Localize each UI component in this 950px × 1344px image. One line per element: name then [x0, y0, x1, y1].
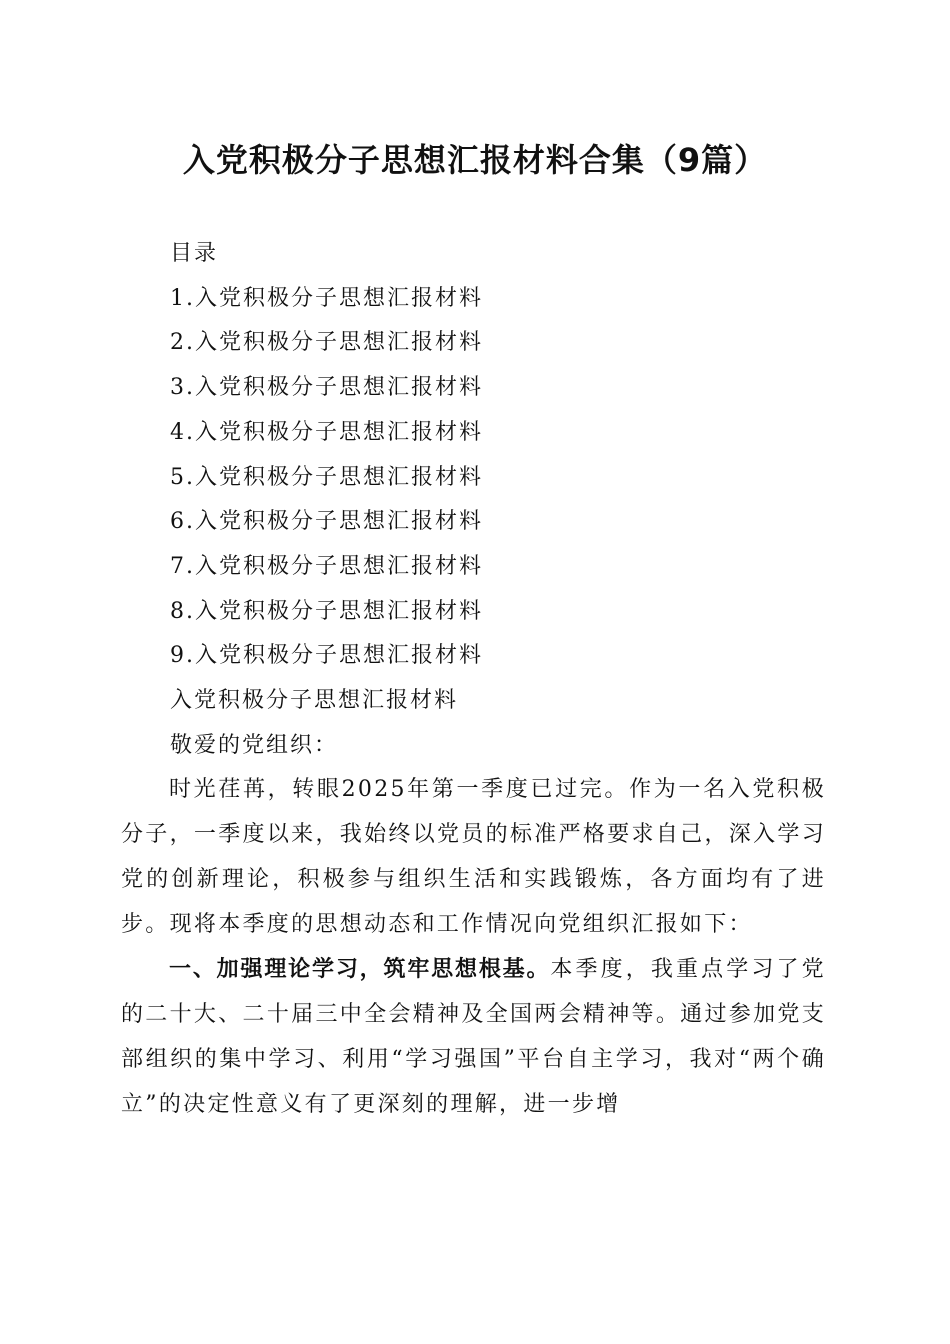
- toc-item: 6.入党积极分子思想汇报材料: [170, 509, 483, 535]
- document-body: [121, 767, 826, 1127]
- toc-item: 5.入党积极分子思想汇报材料: [170, 464, 483, 490]
- section-title: 入党积极分子思想汇报材料: [170, 688, 459, 714]
- toc-item: 3.入党积极分子思想汇报材料: [170, 375, 483, 401]
- toc-heading: 目录: [170, 241, 219, 266]
- salutation: 敬爱的党组织：: [170, 732, 339, 758]
- paragraph-section-one: [121, 947, 826, 1127]
- paragraph-intro: 时光荏苒，转眼2025年第一季度已过完。作为一名入党积极分子，一季度以来，我始终以党员的标准严格要求自己，深入学习党的创新理论，积极参与组织生活和实践锻炼，各方面均有了进步。现将本季度的思想动态和工作情况向党组织汇报如下：: [121, 777, 826, 937]
- section-one-text: 本季度，我重点学习了党的二十大、二十届三中全会精神及全国两会精神等。通过参加党支部组织的集中学习、利用“学习强国”平台自主学习，我对“两个确立”的决定性意义有了更深刻的理解，进一步增: [121, 957, 826, 1117]
- toc-item: 7.入党积极分子思想汇报材料: [170, 553, 483, 579]
- toc-item: 9.入党积极分子思想汇报材料: [170, 643, 483, 669]
- toc-item: 2.入党积极分子思想汇报材料: [170, 330, 483, 356]
- section-one-heading: 一、加强理论学习，筑牢思想根基。: [169, 957, 551, 982]
- toc-item: 4.入党积极分子思想汇报材料: [170, 419, 483, 445]
- document-title: 入党积极分子思想汇报材料合集（9篇）: [182, 141, 768, 179]
- table-of-contents: [170, 232, 483, 768]
- toc-item: 1.入党积极分子思想汇报材料: [170, 285, 483, 311]
- toc-item: 8.入党积极分子思想汇报材料: [170, 598, 483, 624]
